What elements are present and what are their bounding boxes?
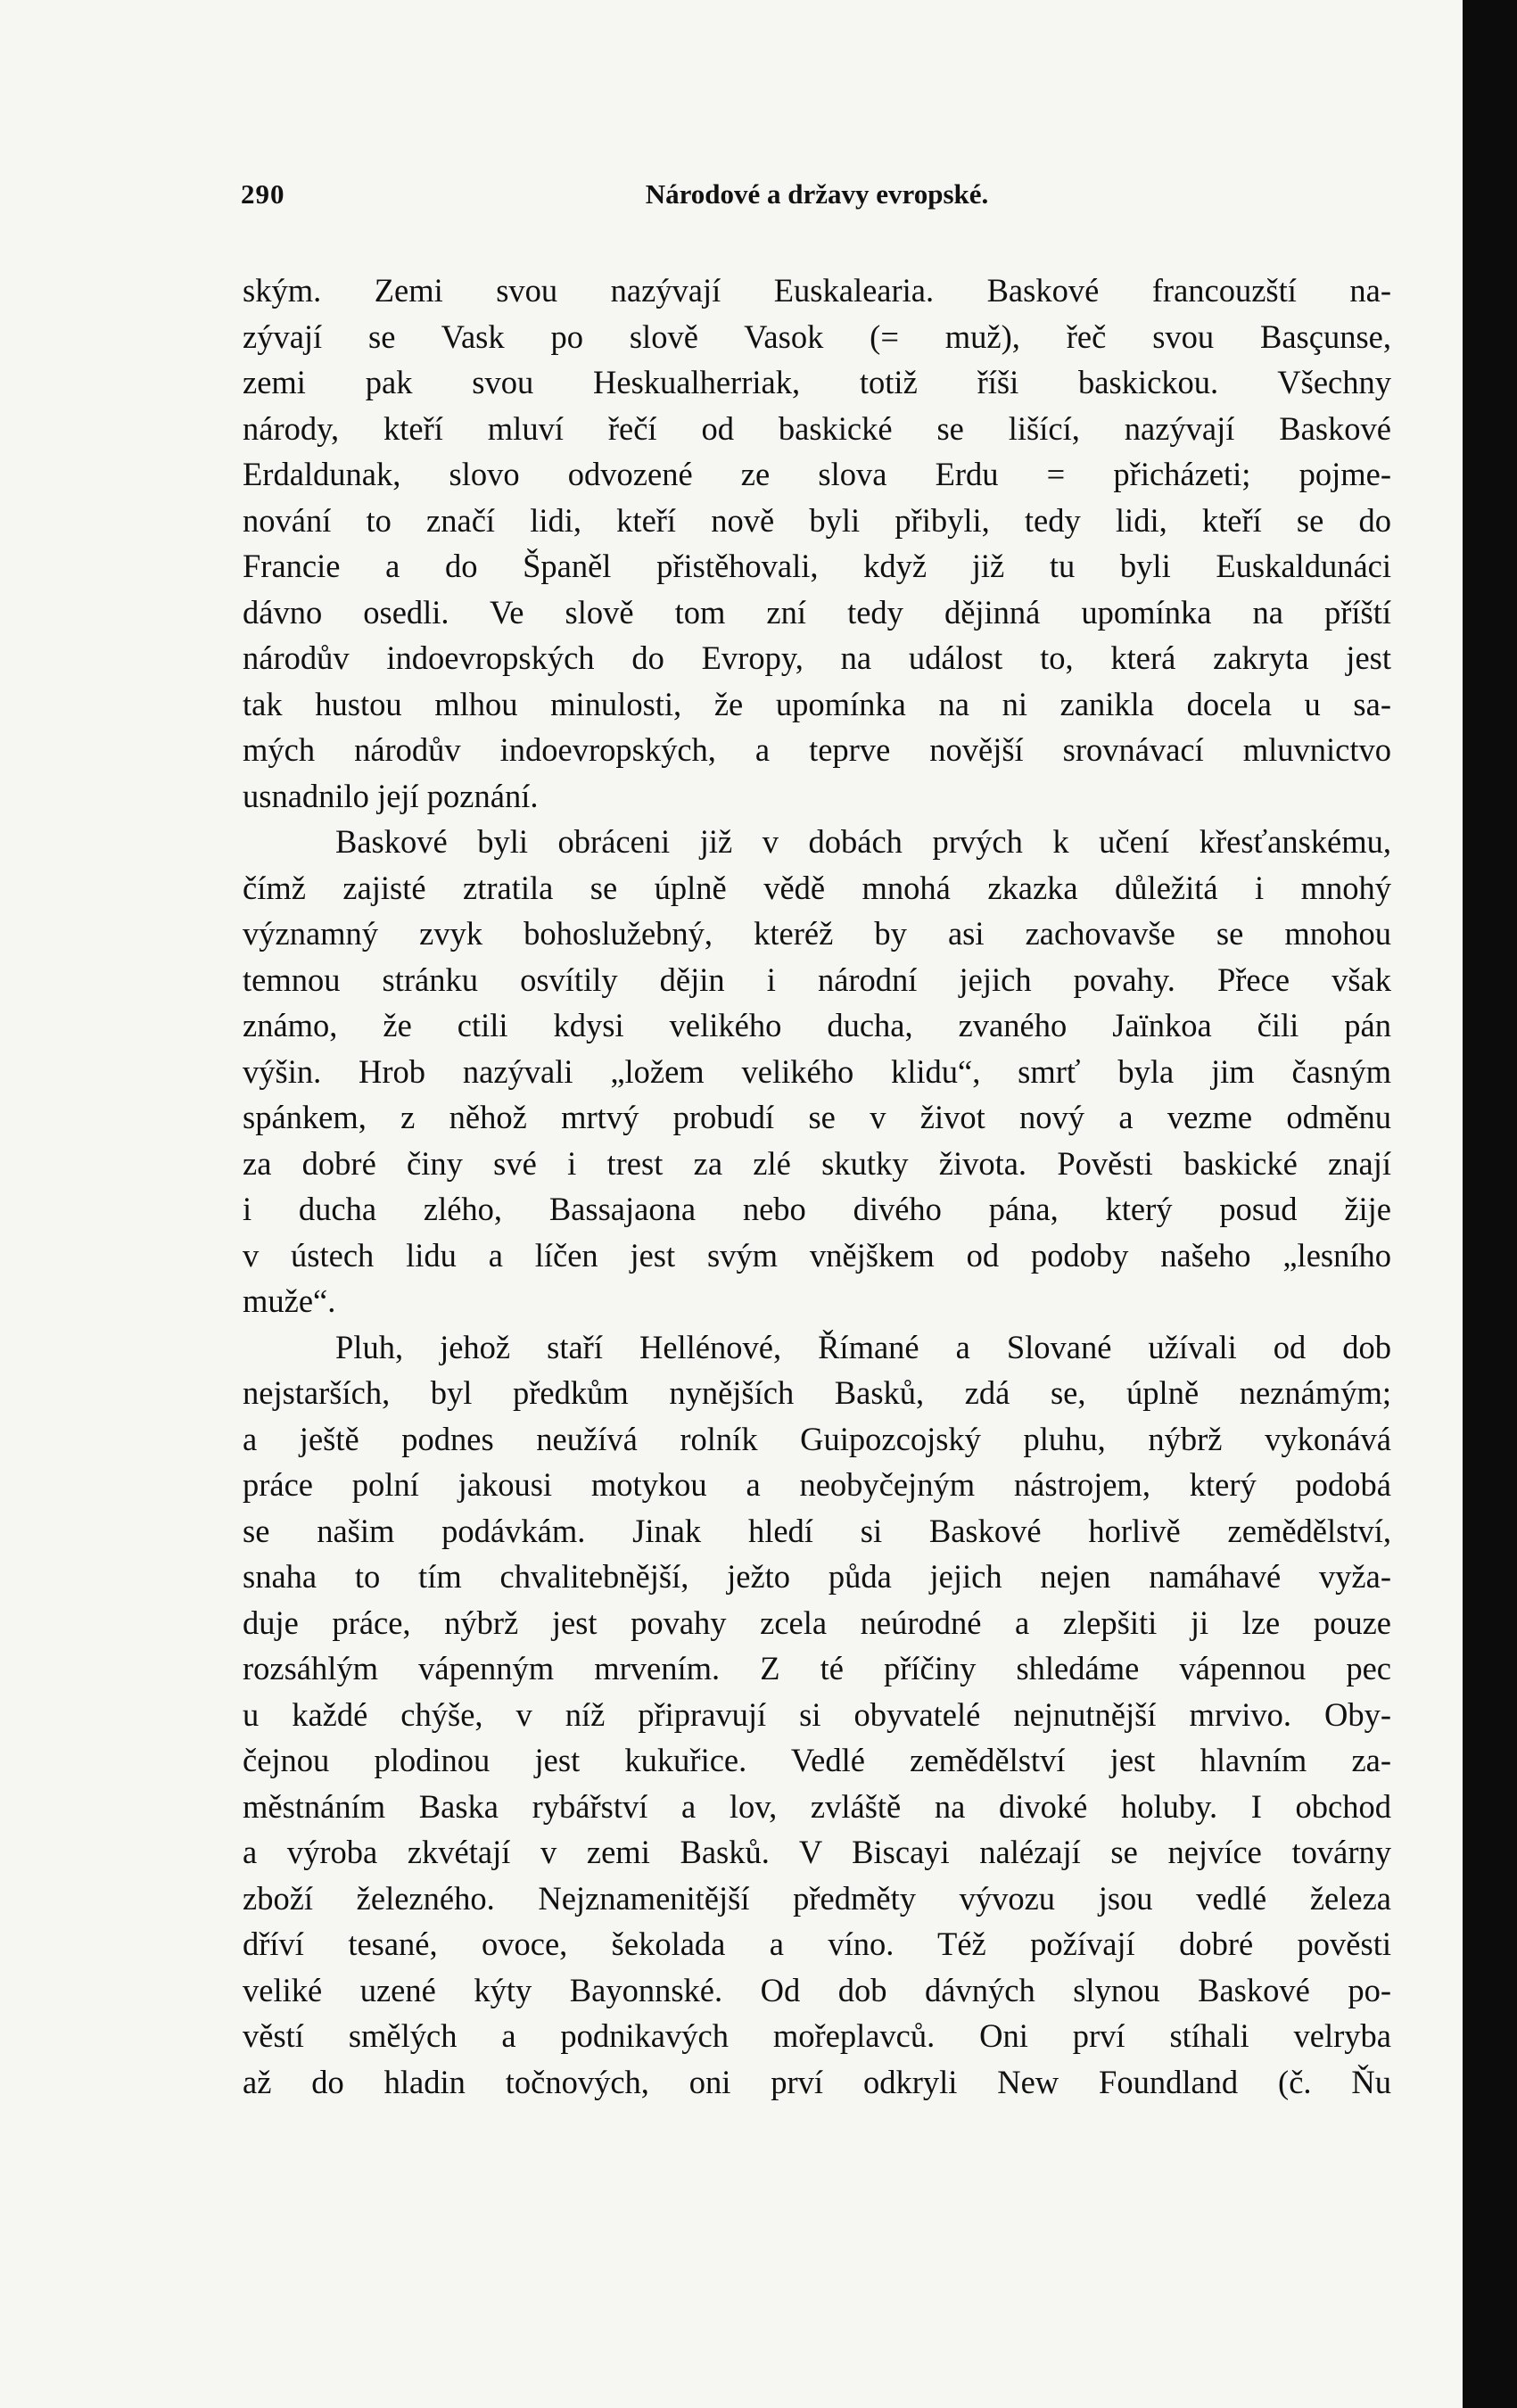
text-line: v ústech lidu a líčen jest svým vnějškem od podoby našeho „lesního — [243, 1236, 1391, 1274]
running-title: Národové a državy evropské. — [645, 178, 989, 210]
text-line: národův indoevropských do Evropy, na událost to, která zakryta jest — [243, 639, 1391, 676]
text-line: ským. Zemi svou nazývají Euskalearia. Baskové francouzští na- — [243, 272, 1391, 309]
text-line: temnou stránku osvítily dějin i národní jejich povahy. Přece však — [243, 961, 1391, 998]
body-text — [243, 268, 1391, 2105]
text-line: dávno osedli. Ve slově tom zní tedy dějinná upomínka na příští — [243, 593, 1391, 631]
text-line: Baskové byli obráceni již v dobách prvých k učení křesťanskému, — [335, 823, 1391, 860]
text-line: až do hladin točnových, oni prví odkryli New Foundland (č. Ňu — [243, 2063, 1391, 2100]
scan-dark-edge — [1463, 0, 1517, 2408]
text-line: za dobré činy své i trest za zlé skutky života. Pověsti baskické znají — [243, 1144, 1391, 1182]
page-header — [241, 178, 1393, 221]
text-line: městnáním Baska rybářství a lov, zvláště na divoké holuby. I obchod — [243, 1787, 1391, 1825]
text-line: zboží železného. Nejznamenitější předměty vývozu jsou vedlé železa — [243, 1879, 1391, 1917]
text-line: rozsáhlým vápenným mrvením. Z té příčiny shledáme vápennou pec — [243, 1650, 1391, 1686]
text-line: práce polní jakousi motykou a neobyčejným nástrojem, který podobá — [243, 1466, 1391, 1503]
text-line: nejstarších, byl předkům nynějších Basků, zdá se, úplně neznámým; — [243, 1374, 1391, 1411]
text-line: čejnou plodinou jest kukuřice. Vedlé zemědělství jest hlavním za- — [243, 1742, 1391, 1778]
text-line: zemi pak svou Heskualherriak, totiž říši baskickou. Všechny — [243, 364, 1391, 400]
text-line: a výroba zkvétají v zemi Basků. V Biscayi nalézají se nejvíce továrny — [243, 1834, 1391, 1870]
text-line: zývají se Vask po slově Vasok (= muž), řeč svou Basçunse, — [243, 317, 1391, 355]
text-line: dříví tesané, ovoce, šekolada a víno. Též požívají dobré pověsti — [243, 1926, 1391, 1962]
text-line: Francie a do Španěl přistěhovali, když již tu byli Euskaldunáci — [243, 548, 1391, 584]
text-line: duje práce, nýbrž jest povahy zcela neúrodné a zlepšiti ji lze pouze — [243, 1604, 1391, 1641]
text-line: nování to značí lidi, kteří nově byli přibyli, tedy lidi, kteří se do — [243, 501, 1391, 539]
text-line: Pluh, jehož staří Hellénové, Římané a Slované užívali od dob — [335, 1328, 1391, 1365]
text-line: u každé chýše, v níž připravují si obyvatelé nejnutnější mrvivo. Oby- — [243, 1695, 1391, 1733]
text-line: národy, kteří mluví řečí od baskické se lišící, nazývají Baskové — [243, 409, 1391, 447]
text-line: známo, že ctili kdysi velikého ducha, zvaného Jaïnkoa čili pán — [243, 1007, 1391, 1043]
text-line: spánkem, z něhož mrtvý probudí se v život nový a vezme odměnu — [243, 1099, 1391, 1135]
text-line: usnadnilo její poznání. — [243, 777, 539, 814]
text-line: veliké uzené kýty Bayonnské. Od dob dávných slynou Baskové po- — [243, 1971, 1391, 2008]
text-line: významný zvyk bohoslužebný, kteréž by asi zachovavše se mnohou — [243, 915, 1391, 952]
text-line: mých národův indoevropských, a teprve novější srovnávací mluvnictvo — [243, 731, 1391, 768]
text-line: tak hustou mlhou minulosti, že upomínka na ni zanikla docela u sa- — [243, 685, 1391, 722]
text-line: čímž zajisté ztratila se úplně vědě mnohá zkazka důležitá i mnohý — [243, 869, 1391, 906]
text-line: Erdaldunak, slovo odvozené ze slova Erdu = přicházeti; pojme- — [243, 456, 1391, 492]
text-line: se našim podávkám. Jinak hledí si Baskové horlivě zemědělství, — [243, 1512, 1391, 1549]
text-line: snaha to tím chvalitebnější, ježto půda jejich nejen namáhavé vyža- — [243, 1558, 1391, 1595]
text-line: muže“. — [243, 1282, 336, 1319]
text-line: a ještě podnes neužívá rolník Guipozcojský pluhu, nýbrž vykonává — [243, 1420, 1391, 1457]
text-line: výšin. Hrob nazývali „ložem velikého klidu“, smrť byla jim časným — [243, 1052, 1391, 1090]
text-line: věstí smělých a podnikavých mořeplavců. Oni prví stíhali velryba — [243, 2017, 1391, 2054]
text-line: i ducha zlého, Bassajaona nebo divého pána, který posud žije — [243, 1191, 1391, 1227]
page-number: 290 — [241, 178, 285, 210]
